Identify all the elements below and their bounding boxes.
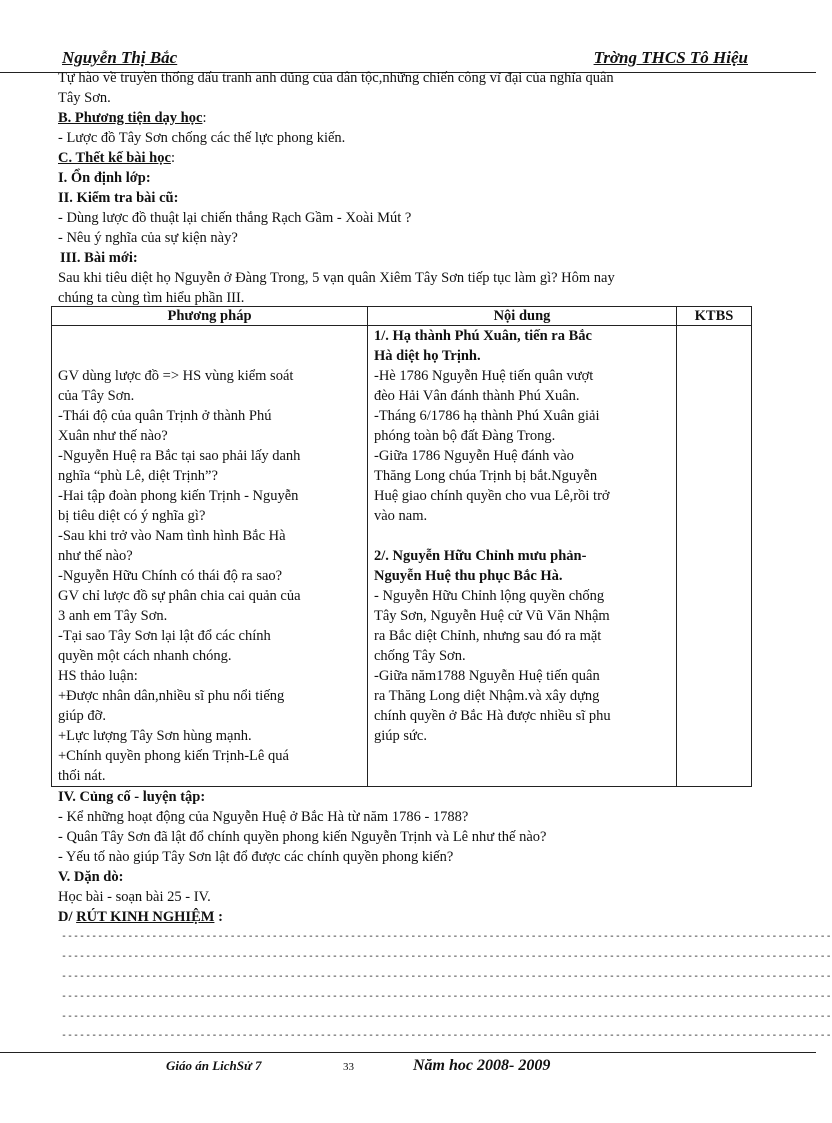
notes-line: -------------------------------------------------------------------------------------------------------------------------------- xyxy=(61,951,832,962)
method-line: như thế nào? xyxy=(58,548,133,564)
section-b-title: B. Phương tiện dạy học xyxy=(58,110,203,126)
section-5-title: V. Dặn dò: xyxy=(58,869,124,885)
method-line: giúp đỡ. xyxy=(58,708,106,724)
table-header-row xyxy=(52,307,752,326)
content-line: vào nam. xyxy=(374,508,428,524)
method-line: HS thảo luận: xyxy=(58,668,138,684)
section-4-item: - Kể những hoạt động của Nguyễn Huệ ở Bắc Hà từ năm 1786 - 1788? xyxy=(58,809,469,825)
section-b-item: - Lược đồ Tây Sơn chống các thế lực phong kiến. xyxy=(58,130,346,146)
section-c-title: C. Thết kế bài học xyxy=(58,150,171,166)
header-school: Trờng THCS Tô Hiệu xyxy=(593,48,748,67)
header-methods: Phương pháp xyxy=(52,307,368,326)
content-gap xyxy=(374,526,670,546)
content-line: - Nguyễn Hữu Chỉnh lộng quyền chống xyxy=(374,588,605,604)
section-3-title: III. Bài mới: xyxy=(60,250,138,266)
method-line: -Nguyễn Huệ ra Bắc tại sao phải lấy danh xyxy=(58,448,301,464)
notes-line: -------------------------------------------------------------------------------------------------------------------------------- xyxy=(61,1011,832,1022)
notes-line: -------------------------------------------------------------------------------------------------------------------------------- xyxy=(61,971,832,982)
content-gap xyxy=(374,746,670,766)
intro-line: Tây Sơn. xyxy=(58,90,111,106)
content-line: đèo Hải Vân đánh thành Phú Xuân. xyxy=(374,388,580,404)
notes-line: -------------------------------------------------------------------------------------------------------------------------------- xyxy=(61,991,832,1002)
footer-subject: Giáo án LichSử 7 xyxy=(166,1058,262,1073)
method-line: -Tại sao Tây Sơn lại lật đổ các chính xyxy=(58,628,271,644)
lesson-intro xyxy=(58,68,758,308)
section-c-heading: C. Thết kế bài học: xyxy=(58,150,175,166)
section-d-prefix: D/ xyxy=(58,909,77,925)
section-d-heading xyxy=(58,907,758,927)
section-4-title: IV. Củng cố - luyện tập: xyxy=(58,789,206,805)
content-1-title: Hà diệt họ Trịnh. xyxy=(374,348,481,364)
section-4-item: - Quân Tây Sơn đã lật đổ chính quyền phong kiến Nguyễn Trịnh và Lê như thế nào? xyxy=(58,829,547,845)
method-line: -Nguyễn Hữu Chính có thái độ ra sao? xyxy=(58,568,283,584)
method-line: +Chính quyền phong kiến Trịnh-Lê quá xyxy=(58,748,289,764)
methods-cell xyxy=(52,326,368,787)
method-line: -Thái độ của quân Trịnh ở thành Phú xyxy=(58,408,272,424)
section-3-line: chúng ta cùng tìm hiểu phần III. xyxy=(58,290,245,306)
page-number: 33 xyxy=(343,1061,354,1073)
table-body-row xyxy=(52,326,752,787)
intro-line: Tự hào về truyền thống dấu tranh anh dũng của dân tộc,những chiến công vĩ đại của nghĩa quân xyxy=(58,70,614,86)
content-line: phóng toàn bộ đất Đàng Trong. xyxy=(374,428,556,444)
section-d-title: RÚT KINH NGHIỆM xyxy=(76,909,215,925)
page-header xyxy=(58,48,748,68)
header-ktbs: KTBS xyxy=(677,307,752,326)
section-b-heading: B. Phương tiện dạy học: xyxy=(58,110,207,126)
content-line: -Giữa 1786 Nguyễn Huệ đánh vào xyxy=(374,448,574,464)
content-line: chính quyền ở Bắc Hà được nhiều sĩ phu xyxy=(374,708,611,724)
content-line: giúp sức. xyxy=(374,728,427,744)
section-3-line: Sau khi tiêu diệt họ Nguyễn ở Đàng Trong, 5 vạn quân Xiêm Tây Sơn tiếp tục làm gì? Hôm nay xyxy=(58,270,615,286)
method-line: +Lực lượng Tây Sơn hùng mạnh. xyxy=(58,728,252,744)
section-d-suffix: : xyxy=(214,909,223,925)
footer-school-year: Năm hoc 2008- 2009 xyxy=(413,1057,551,1074)
section-2-item: - Dùng lược đồ thuật lại chiến thắng Rạch Gầm - Xoài Mút ? xyxy=(58,210,412,226)
method-line: nghĩa “phù Lê, diệt Trịnh”? xyxy=(58,468,218,484)
method-line: 3 anh em Tây Sơn. xyxy=(58,608,168,624)
notes-line: -------------------------------------------------------------------------------------------------------------------------------- xyxy=(61,931,832,942)
content-2-title: 2/. Nguyễn Hữu Chỉnh mưu phản- xyxy=(374,548,587,564)
ktbs-cell xyxy=(677,326,752,787)
content-line: -Hè 1786 Nguyễn Huệ tiến quân vượt xyxy=(374,368,594,384)
content-line: -Giữa năm1788 Nguyễn Huệ tiến quân xyxy=(374,668,600,684)
method-line: bị tiêu diệt có ý nghĩa gì? xyxy=(58,508,206,524)
content-line: ra Thăng Long diệt Nhậm.và xây dựng xyxy=(374,688,600,704)
method-line: của Tây Sơn. xyxy=(58,388,135,404)
content-1-title: 1/. Hạ thành Phú Xuân, tiến ra Bắc xyxy=(374,328,592,344)
method-line: -Sau khi trở vào Nam tình hình Bắc Hà xyxy=(58,528,286,544)
section-2-title: II. Kiểm tra bài cũ: xyxy=(58,190,179,206)
lesson-table xyxy=(51,306,752,787)
content-cell xyxy=(368,326,677,787)
footer-rule xyxy=(0,1052,816,1053)
content-line: -Tháng 6/1786 hạ thành Phú Xuân giải xyxy=(374,408,600,424)
method-line: quyền một cách nhanh chóng. xyxy=(58,648,232,664)
content-line: Thăng Long chúa Trịnh bị bắt.Nguyễn xyxy=(374,468,598,484)
section-4-item: - Yếu tố nào giúp Tây Sơn lật đổ được các chính quyền phong kiến? xyxy=(58,849,454,865)
method-line: GV dùng lược đồ => HS vùng kiểm soát xyxy=(58,368,294,384)
content-line: chống Tây Sơn. xyxy=(374,648,466,664)
content-line: Huệ giao chính quyền cho vua Lê,rồi trở xyxy=(374,488,610,504)
content-line: Tây Sơn, Nguyễn Huệ cử Vũ Văn Nhậm xyxy=(374,608,610,624)
section-2-item: - Nêu ý nghĩa của sự kiện này? xyxy=(58,230,238,246)
method-line: thối nát. xyxy=(58,768,106,784)
method-line: GV chỉ lược đồ sự phân chia cai quản của xyxy=(58,588,301,604)
content-2-title: Nguyễn Huệ thu phục Bắc Hà. xyxy=(374,568,563,584)
notes-line: -------------------------------------------------------------------------------------------------------------------------------- xyxy=(61,1030,832,1041)
header-author: Nguyễn Thị Bắc xyxy=(62,48,178,67)
method-line: +Được nhân dân,nhiều sĩ phu nổi tiếng xyxy=(58,688,285,704)
header-content: Nội dung xyxy=(368,307,677,326)
lesson-closing xyxy=(58,787,758,927)
section-1-title: I. Ổn định lớp: xyxy=(58,170,151,186)
section-5-item: Học bài - soạn bài 25 - IV. xyxy=(58,889,211,905)
method-line: -Hai tập đoàn phong kiến Trịnh - Nguyễn xyxy=(58,488,299,504)
method-line: Xuân như thế nào? xyxy=(58,428,168,444)
content-line: ra Bắc diệt Chỉnh, nhưng sau đó ra mặt xyxy=(374,628,602,644)
